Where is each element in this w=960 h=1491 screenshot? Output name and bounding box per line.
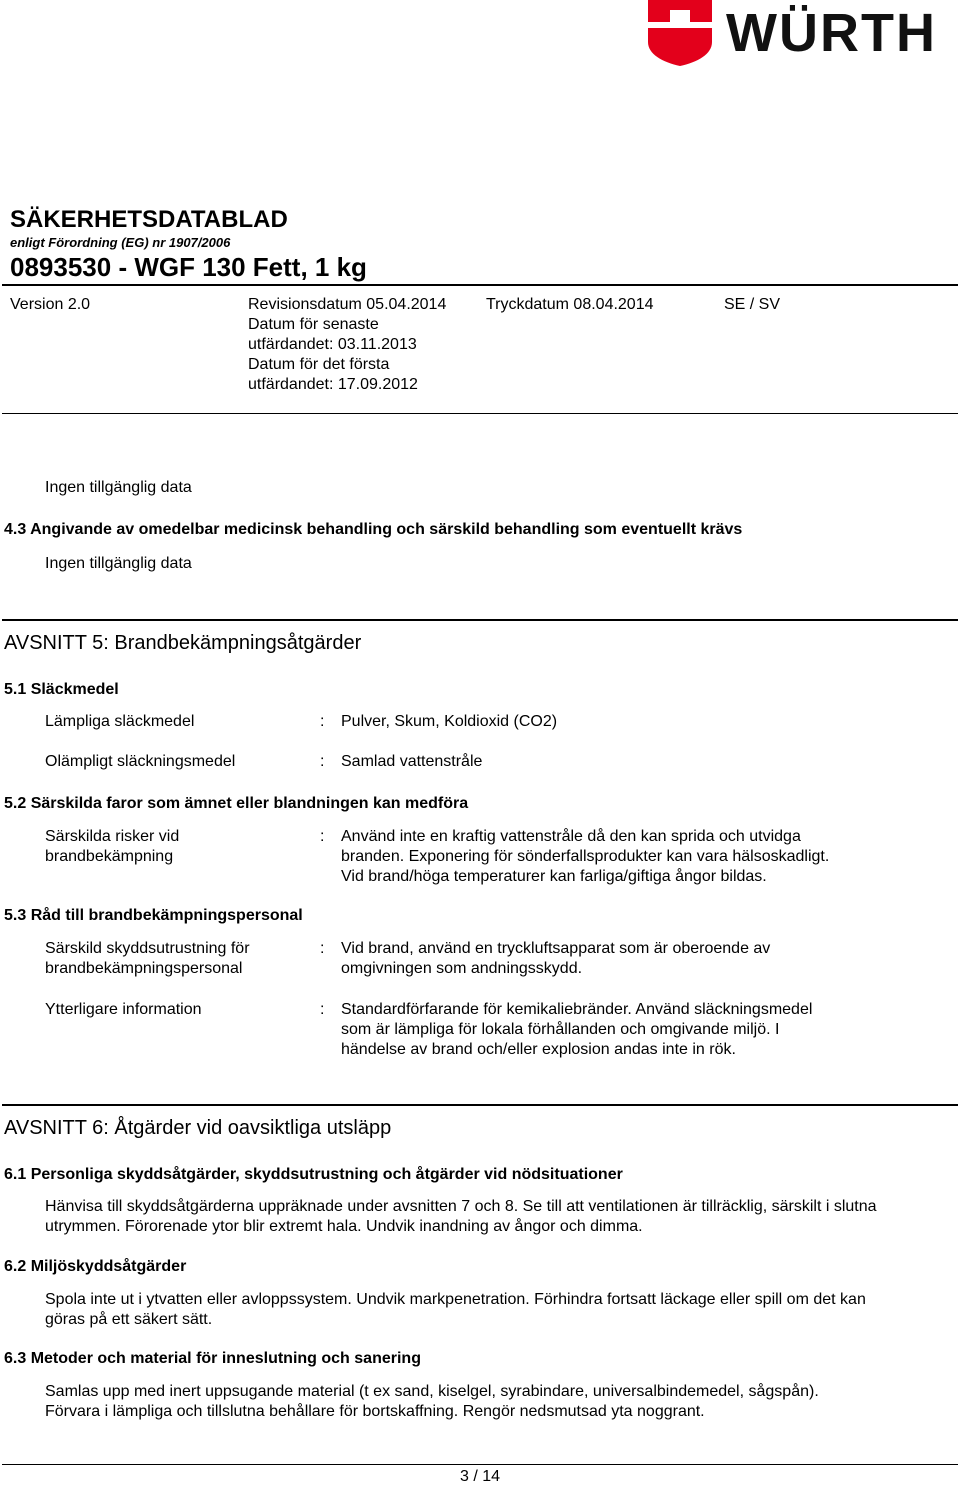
s5-1-heading: 5.1 Släckmedel <box>4 681 119 698</box>
s6-2-text: Spola inte ut i ytvatten eller avloppssystem. Undvik markpenetration. Förhindra fortsatt läckage eller spill om det kan göras på ett säkert sätt. <box>45 1291 866 1328</box>
regulation-subtitle: enligt Förordning (EG) nr 1907/2006 <box>10 235 231 250</box>
s6-3-text: Samlas upp med inert uppsugande material (t ex sand, kiselgel, syrabindare, universalbindemedel, sågspån). Förvara i lämpliga och tillslutna behållare för bortskaffning. Rengör nedsmutsad yta noggrant. <box>45 1383 819 1420</box>
product-name: 0893530 - WGF 130 Fett, 1 kg <box>10 252 367 282</box>
section-6-rule <box>2 1104 958 1106</box>
s4-2-text: Ingen tillgänglig data <box>45 479 192 496</box>
version-label: Version 2.0 <box>10 296 91 313</box>
s4-3-text: Ingen tillgänglig data <box>45 555 192 572</box>
s5-3-heading: 5.3 Råd till brandbekämpningspersonal <box>4 907 303 924</box>
header-rule-top <box>2 284 958 286</box>
section-6-heading: AVSNITT 6: Åtgärder vid oavsiktliga utsläpp <box>4 1117 392 1139</box>
s6-1-text: Hänvisa till skyddsåtgärderna uppräknade under avsnitten 7 och 8. Se till att ventilationen är tillräcklig, särskilt i slutna utrymmen. Förorenade ytor blir extremt hala. Undvik inandning av ångor och dimma. <box>45 1198 877 1235</box>
header-rule-bottom <box>2 413 958 414</box>
wurth-wordmark: WÜRTH <box>726 3 937 63</box>
print-date: Tryckdatum 08.04.2014 <box>486 296 654 313</box>
revision-dates: Revisionsdatum 05.04.2014 Datum för senaste utfärdandet: 03.11.2013 Datum för det första utfärdandet: 17.09.2012 <box>248 296 447 393</box>
s5-2-heading: 5.2 Särskilda faror som ämnet eller blandningen kan medföra <box>4 795 469 812</box>
locale-label: SE / SV <box>724 296 781 313</box>
section-5-rule <box>2 619 958 621</box>
s6-3-heading: 6.3 Metoder och material för inneslutning och sanering <box>4 1350 421 1367</box>
wurth-logo <box>648 0 958 70</box>
s6-1-heading: 6.1 Personliga skyddsåtgärder, skyddsutrustning och åtgärder vid nödsituationer <box>4 1166 623 1183</box>
s4-3-heading: 4.3 Angivande av omedelbar medicinsk behandling och särskild behandling som eventuellt krävs <box>4 521 743 538</box>
section-5-heading: AVSNITT 5: Brandbekämpningsåtgärder <box>4 632 362 654</box>
wurth-emblem-icon <box>648 0 712 66</box>
s6-2-heading: 6.2 Miljöskyddsåtgärder <box>4 1258 187 1275</box>
footer-rule <box>2 1464 958 1465</box>
page-number: 3 / 14 <box>459 1468 501 1485</box>
document-title: SÄKERHETSDATABLAD <box>10 206 288 233</box>
